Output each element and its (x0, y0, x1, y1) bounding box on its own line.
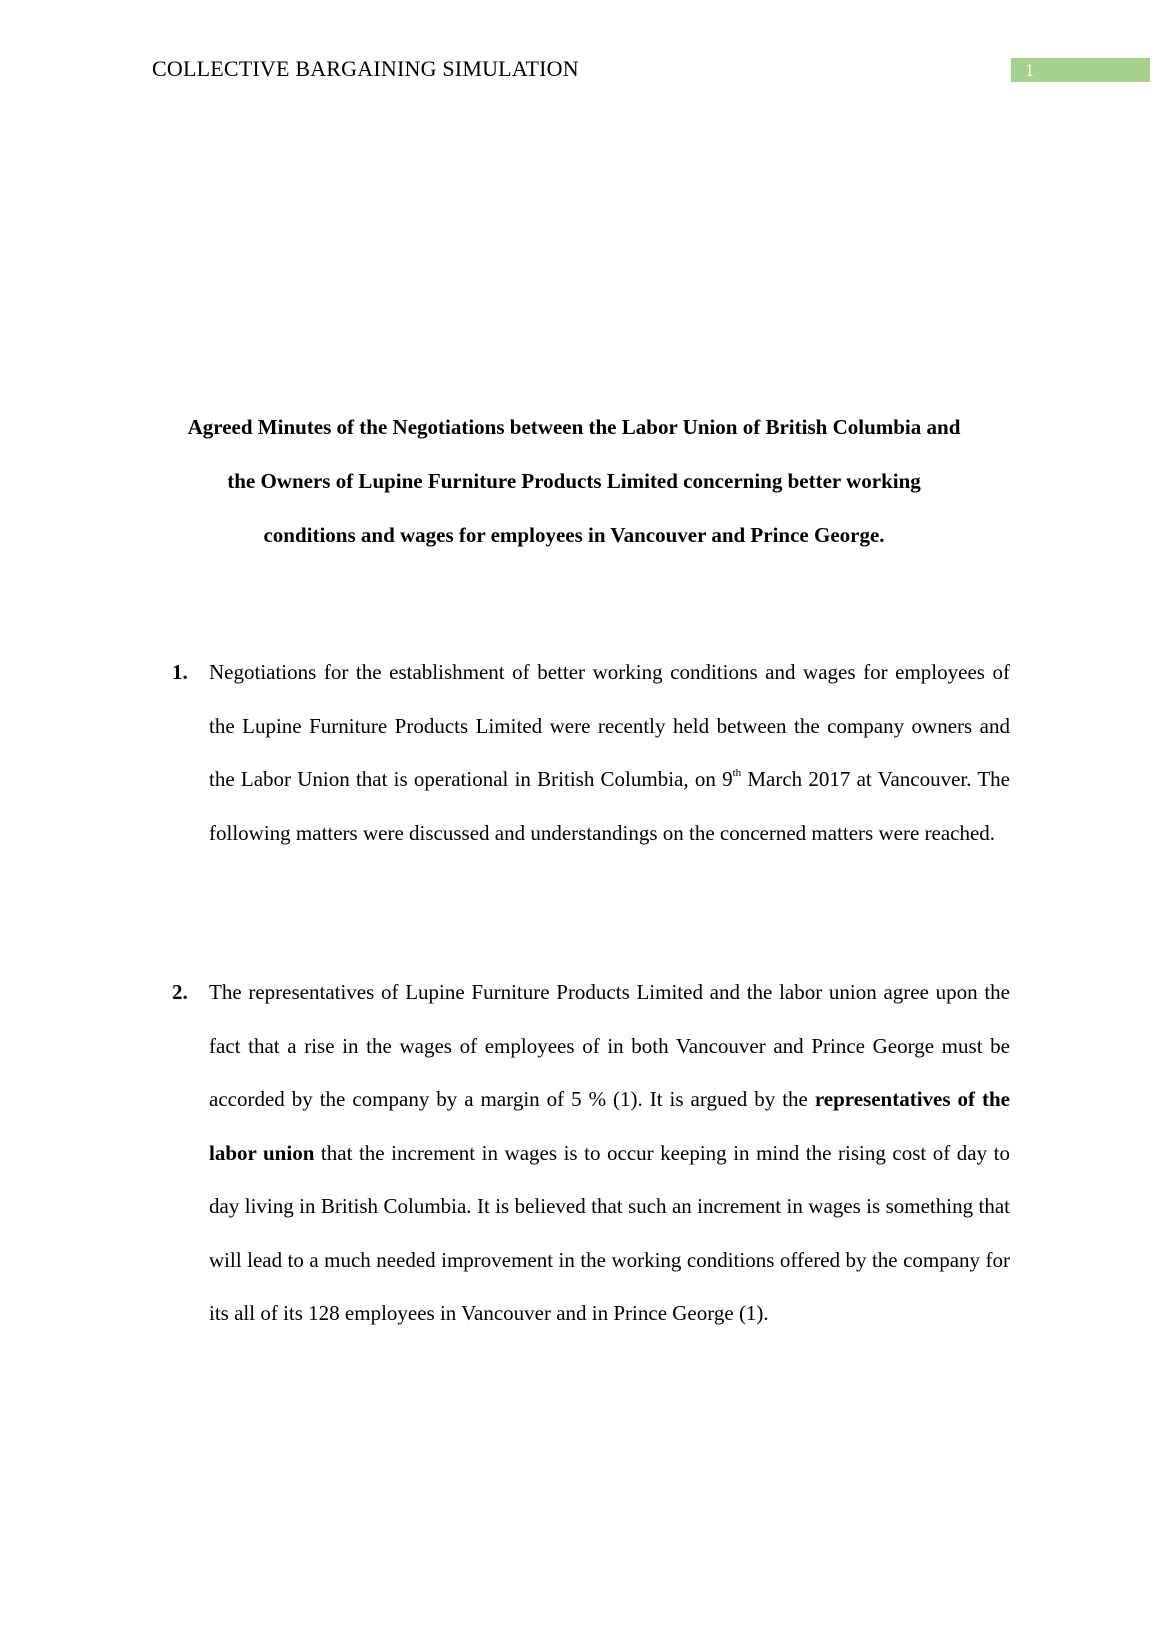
item-number: 2. (172, 980, 188, 1004)
item-number: 1. (172, 660, 188, 684)
running-head: COLLECTIVE BARGAINING SIMULATION (152, 56, 579, 81)
item-paragraph (209, 646, 1010, 860)
emphasized-text: representatives of the labor union (209, 1087, 1010, 1165)
item-text: Negotiations for the establishment of better working conditions and wages for employees of the Lupine Furniture Products Limited were recently held between the company owners and the Labor Union that is operational in British Columbia, on 9 (209, 660, 1010, 791)
page-number: 1 (1025, 60, 1034, 80)
page-number-bar (1011, 58, 1150, 82)
item-text-continued: March 2017 at Vancouver. The following matters were discussed and understandings on the concerned matters were reached. (209, 767, 1010, 845)
title-line-2: the Owners of Lupine Furniture Products Limited concerning better working (227, 469, 921, 493)
item-text-continued: that the increment in wages is to occur keeping in mind the rising cost of day to day living in British Columbia. It is believed that such an increment in wages is something that will lead to a much needed improvement in the working conditions offered by the company for its all of its 128 employees in Vancouver and in Prince George (1). (209, 1140, 1010, 1325)
ordinal-suffix: th (732, 767, 742, 780)
item-text: The representatives of Lupine Furniture Products Limited and the labor union agree upon the fact that a rise in the wages of employees of in both Vancouver and Prince George must be accorded by the company by a margin of 5 % (1). It is argued by the (209, 980, 1010, 1111)
title-line-3: conditions and wages for employees in Vancouver and Prince George. (263, 523, 885, 547)
document-title (130, 400, 1018, 562)
minutes-item-2 (172, 966, 1010, 1341)
item-paragraph (209, 966, 1010, 1341)
minutes-item-1 (172, 646, 1010, 860)
title-line-1: Agreed Minutes of the Negotiations between the Labor Union of British Columbia and (187, 415, 961, 439)
